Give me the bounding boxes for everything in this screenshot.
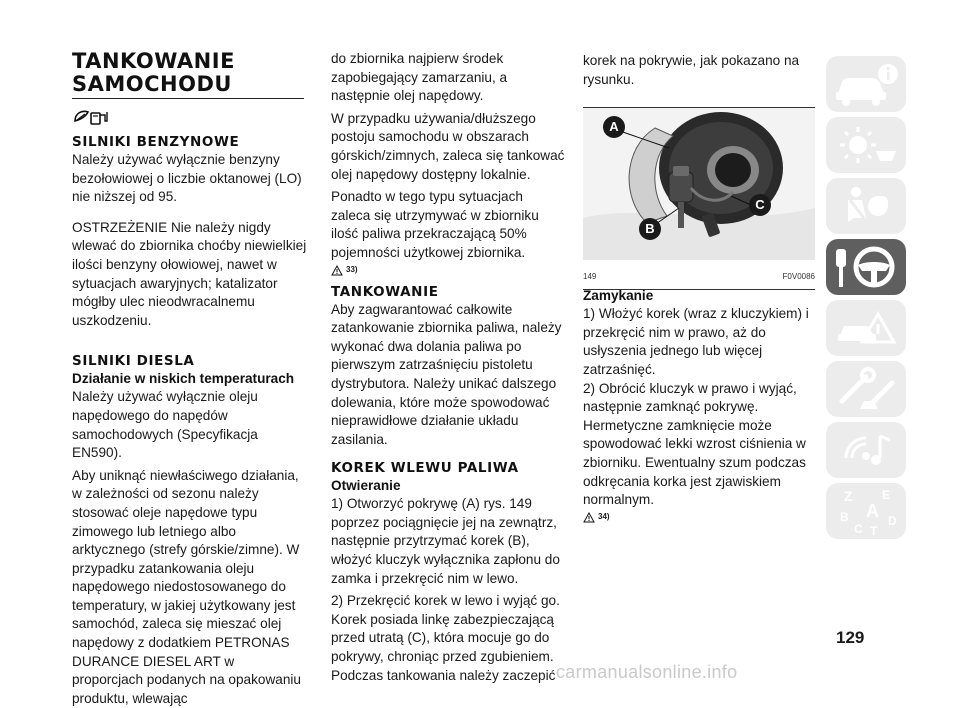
section-heading-diesel: SILNIKI DIESLA: [72, 353, 195, 370]
index-letter: E: [882, 488, 891, 502]
multimedia-icon: [826, 422, 906, 478]
tab-key-steering[interactable]: [826, 239, 906, 295]
figure-label-a: A: [603, 116, 625, 138]
environment-icon: [72, 107, 308, 127]
index-letter: C: [854, 522, 863, 536]
tab-maintenance[interactable]: [826, 361, 906, 417]
tab-safety[interactable]: [826, 178, 906, 234]
opening-step-2: 2) Przekręcić korek w lewo i wyjąć go. Korek posiada linkę zabezpieczającą przed utratą (C), która mocuje go do pokrywy, chroniąc przed zgubieniem. Podczas tankowania należy zaczepić: [331, 593, 560, 683]
paragraph-cap-hook: korek na pokrywie, jak pokazano na rysunku.: [583, 53, 800, 87]
column-2: [331, 50, 565, 685]
subheading-low-temperature: Działanie w niskich temperaturach: [72, 371, 295, 387]
tab-multimedia[interactable]: [826, 422, 906, 478]
figure-number: 149: [583, 271, 597, 281]
key-steering-wheel-icon: [826, 239, 906, 295]
opening-step-1: 1) Otworzyć pokrywę (A) rys. 149 poprzez pociągnięcie jej na zewnątrz, następnie przytrzymać korek (B), włożyć kluczyk wyłącznika zapłonu do zamka i przekręcić nim w lewo.: [331, 496, 560, 586]
index-letters-icon: [826, 483, 906, 539]
page-number: 129: [836, 628, 865, 647]
paragraph-refuelling: Aby zagwarantować całkowite zatankowanie zbiornika paliwa, należy wykonać dwa dolania paliwa po pierwszym zatrzaśnięciu pistoletu dystrybutora. Należy unikać dalszego dolewania, które może spowodować nieprawidłowe działanie układu zasilania.: [331, 301, 562, 447]
column-3: [583, 52, 815, 526]
paragraph-diesel-season: Aby uniknąć niewłaściwego działania, w zależności od sezonu należy stosować oleje napędowe typu zimowego lub letniego albo arktycznego (strefy górskie/zimne). W przypadku zatankowania oleju napędowego niedostosowanego do temperatury, w jakiej użytkowany jest samochód, zaleca się mieszać olej napędowy z dodatkiem PETRONAS DURANCE DIESEL ART w proporcjach podanych na opakowaniu produktu, wlewając: [72, 467, 301, 706]
chapter-tabs: [826, 56, 906, 544]
column-1: [72, 50, 308, 708]
warning-ref-text: 34): [598, 512, 610, 522]
index-letter: D: [888, 514, 897, 528]
watermark: carmanualsonline.info: [556, 662, 738, 682]
figure-label-c: C: [749, 194, 771, 216]
chapter-title-line2: SAMOCHODU: [72, 72, 232, 96]
emergency-warning-icon: [826, 300, 906, 356]
paragraph-fuel-level: Ponadto w tego typu sytuacjach zaleca się utrzymywać w zbiorniku ilość paliwa przekraczającą 50% pojemności użytkowej zbiornika.: [331, 189, 539, 260]
figure-code: F0V0086: [782, 271, 815, 281]
car-info-icon: [826, 56, 906, 112]
tab-emergency[interactable]: [826, 300, 906, 356]
tab-dashboard-lights[interactable]: [826, 117, 906, 173]
warning-reference-34: [583, 510, 815, 526]
chapter-title-line1: TANKOWANIE: [72, 49, 235, 73]
warning-reference-33: [331, 263, 565, 279]
fuel-cap-figure: [583, 107, 815, 281]
paragraph-diesel-spec: Należy używać wyłącznie oleju napędowego do napędów samochodowych (Specyfikacja EN590).: [72, 389, 258, 461]
index-letter: A: [866, 501, 879, 521]
paragraph-petrol-warning: OSTRZEŻENIE Nie należy nigdy wlewać do zbiornika choćby niewielkiej ilości benzyny ołowiowej, nawet w sytuacjach awaryjnych; katalizator mógłby ulec nieodwracalnemu uszkodzeniu.: [72, 219, 307, 328]
section-heading-fuel-cap: KOREK WLEWU PALIWA: [331, 460, 519, 477]
warning-ref-text: 33): [346, 265, 358, 275]
index-letter: B: [840, 510, 849, 524]
tab-index[interactable]: [826, 483, 906, 539]
dashboard-lights-icon: [826, 117, 906, 173]
figure-caption: [583, 266, 815, 291]
section-heading-refuelling: TANKOWANIE: [331, 283, 439, 300]
title-divider: [72, 98, 304, 99]
closing-step-1: 1) Włożyć korek (wraz z kluczykiem) i przekręcić nim w prawo, aż do usłyszenia jednego lub więcej zatrzaśnięć.: [583, 306, 809, 377]
section-heading-petrol: SILNIKI BENZYNOWE: [72, 134, 240, 150]
figure-label-b: B: [639, 218, 661, 240]
safety-seatbelt-icon: [826, 178, 906, 234]
index-letter: Z: [844, 488, 853, 504]
warning-triangle-icon: [583, 512, 595, 523]
index-letter: T: [870, 524, 878, 538]
paragraph-petrol-octane: Należy używać wyłącznie benzyny bezołowiowej o liczbie oktanowej (LO) nie niższej od 95.: [72, 152, 302, 205]
closing-step-2: 2) Obrócić kluczyk w prawo i wyjąć, następnie zamknąć pokrywę. Hermetyczne zamknięcie może spowodować lekki wzrost ciśnienia w zbiorniku. Ewentualny szum podczas odkręcania korka jest zjawiskiem normalnym.: [583, 380, 806, 508]
tab-car-info[interactable]: [826, 56, 906, 112]
subheading-opening: Otwieranie: [331, 478, 401, 494]
warning-triangle-icon: [331, 265, 343, 276]
paragraph-mountain-use: W przypadku używania/dłuższego postoju samochodu w obszarach górskich/zimnych, zaleca się tankować olej napędowy dostępny lokalnie.: [331, 110, 565, 182]
subheading-closing: Zamykanie: [583, 288, 654, 304]
maintenance-wrench-icon: [826, 361, 906, 417]
paragraph-antifreeze: do zbiornika najpierw środek zapobiegający zamarzaniu, a następnie olej napędowy.: [331, 51, 508, 104]
